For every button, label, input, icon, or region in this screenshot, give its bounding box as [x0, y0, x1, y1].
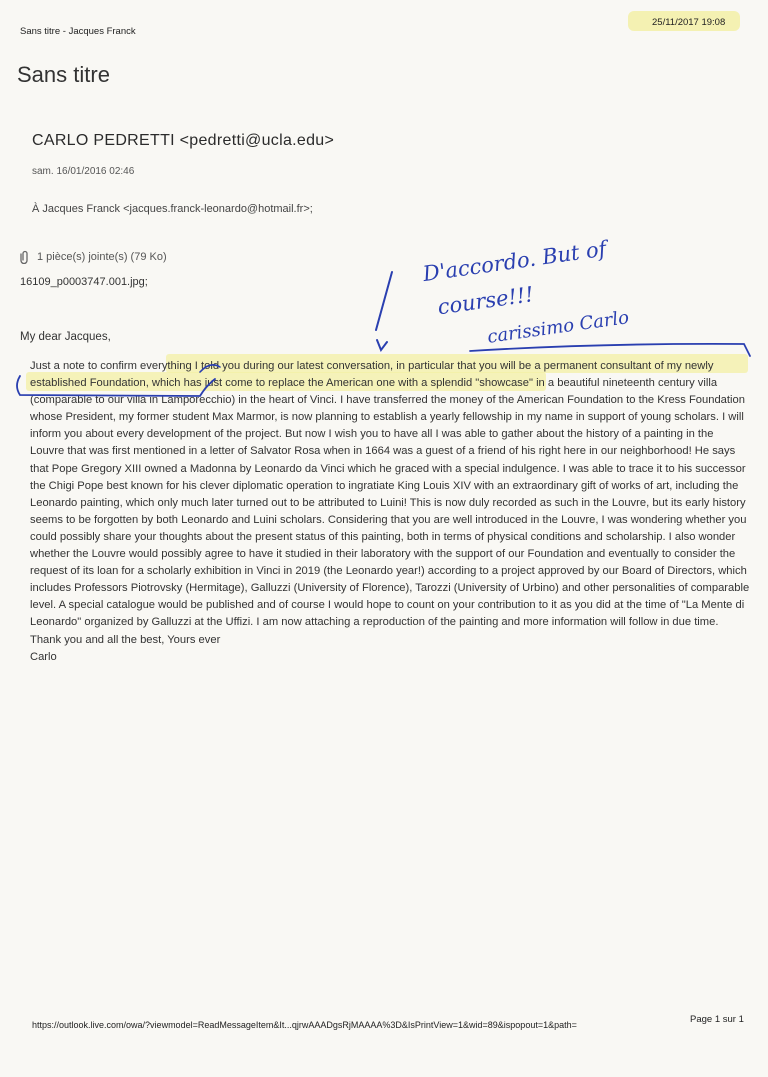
email-sender: CARLO PEDRETTI <pedretti@ucla.edu>: [32, 132, 335, 149]
attachments-summary: [20, 250, 167, 264]
print-footer-url: https://outlook.live.com/owa/?viewmodel=ReadMessageItem&It...qjrwAAADgsRjMAAAA%3D&IsPrintView=1&wid=89&ispopout=1&path=: [32, 1020, 577, 1030]
recipient-address: Jacques Franck <jacques.franck-leonardo@hotmail.fr>;: [42, 203, 313, 215]
handwritten-note-line1: D'accordo. But of: [421, 236, 608, 287]
recipient-prefix: À: [32, 203, 40, 215]
paperclip-icon: [20, 250, 30, 264]
email-subject: Sans titre: [17, 62, 110, 87]
handwritten-note-line2: course!!!: [436, 282, 536, 320]
email-signature: Carlo: [30, 650, 57, 663]
attachment-filename[interactable]: 16109_p0003747.001.jpg;: [20, 276, 148, 288]
email-date: sam. 16/01/2016 02:46: [32, 166, 135, 177]
annotation-arrow-stroke: [377, 340, 387, 350]
attachments-summary-text: 1 pièce(s) jointe(s) (79 Ko): [37, 251, 167, 263]
print-footer-page-number: Page 1 sur 1: [690, 1014, 744, 1025]
email-body: [30, 358, 750, 666]
email-body-text: Just a note to confirm everything I told you during our latest conversation, in particular that you will be a permanent consultant of my newly established Foundation, which has just come to replace the American one with a splendid "showcase" in a beautiful nineteenth century villa (comparable to our villa in Lamporecchio) in the heart of Vinci. I have transferred the money of the American Foundation to the Kress Foundation whose President, my former student Max Marmor, is now planning to establish a yearly fellowship in my name in support of young scholars. I will inform you about every development of the project. But now I wish you to have all I was able to gather about the history of a painting in the Louvre that was first mentioned in a letter of Salvator Rosa when in 1664 was a guest of a friend of his right here in our neighborhood! He says that Pope Gregory XIII owned a Madonna by Leonardo da Vinci which he graced with a special indulgence. I was able to trace it to his successor the Chigi Pope best known for his clever diplomatic operation to ingratiate King Louis XIV with an extraordinary gift of works of art, including the Leonardo painting, which only much later turned out to be attributed to Luini! This is now duly recorded as such in the Louvre, but its early history seems to be forgotten by both Leonardo and Luini scholars. Considering that you are well introduced in the Louvre, I was wondering whether you could possibly share your thoughts about the present status of this painting, both in terms of physical conditions and scholarship. I also wonder whether the Louvre would possibly agree to have it studied in their laboratory with the support of our Foundation and eventually to consider the request of its loan for a scholarly exhibition in Vinci in 2019 (the Leonardo year!) according to a project approved by our Board of Directors, which includes Professors Piotrovsky (Hermitage), Galluzzi (University of Florence), Tarozzi (University of Urbino) and other personalities of comparable level. A special catalogue would be published and of course I would hope to count on your contribution to it as you did at the time of "La Mente di Leonardo" organized by Galluzzi at the Uffizi. I am now attaching a reproduction of the painting and more information will follow in due time. Thank you and all the best, Yours ever: [30, 360, 750, 646]
email-greeting: My dear Jacques,: [20, 331, 111, 343]
print-header-datetime: 25/11/2017 19:08: [652, 17, 726, 28]
handwritten-note-line3: carissimo Carlo: [486, 307, 631, 348]
annotation-slash-stroke: [376, 272, 392, 330]
print-header-title: Sans titre - Jacques Franck: [20, 26, 136, 37]
email-recipient-line: [32, 203, 313, 215]
